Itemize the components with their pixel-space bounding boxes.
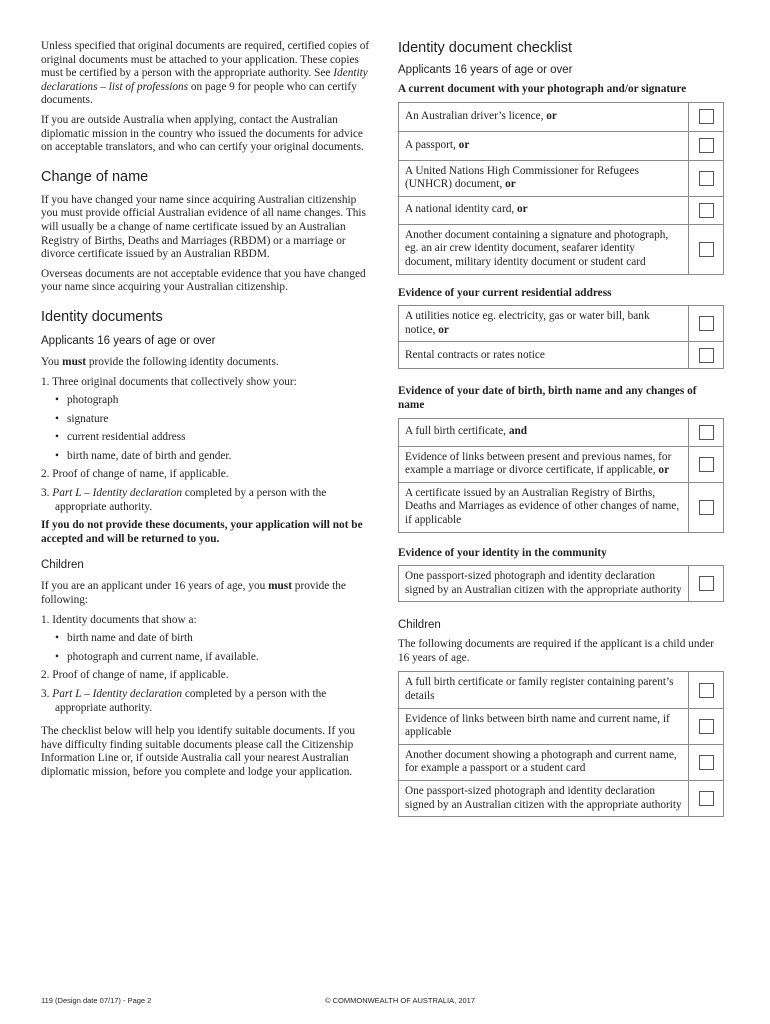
identity-documents-heading: Identity documents (41, 308, 163, 325)
table-row (399, 306, 724, 342)
checklist-item (399, 160, 689, 196)
bullet-item: • signature (41, 413, 371, 427)
checkbox[interactable] (699, 791, 714, 806)
children-a: If you are an applicant under 16 years of age, you (41, 580, 269, 593)
section-title: Evidence of your current residential address (398, 286, 612, 299)
checklist-item (399, 566, 689, 602)
checklist-item (399, 482, 689, 532)
checkbox[interactable] (699, 457, 714, 472)
item-connector: or (517, 203, 528, 216)
table-row (399, 102, 724, 131)
item-text: A utilities notice eg. electricity, gas or water bill, bank notice, (405, 310, 650, 336)
must-provide-text (41, 356, 371, 370)
checkbox[interactable] (699, 138, 714, 153)
footer-page-info: 119 (Design date 07/17) - Page 2 (41, 996, 152, 1005)
list-text: completed by a person with the appropriate authority. (55, 487, 327, 513)
checklist-item (399, 342, 689, 369)
item-text: One passport-sized photograph and identity declaration signed by an Australian citizen with the appropriate authority (405, 570, 682, 596)
checkbox[interactable] (699, 683, 714, 698)
checkbox[interactable] (699, 203, 714, 218)
section-title: Evidence of your identity in the community (398, 546, 607, 559)
item-connector: and (508, 425, 528, 438)
list-number: 3. (41, 688, 53, 700)
table-row (399, 342, 724, 369)
checkbox-cell (689, 342, 724, 369)
checkbox-cell (689, 418, 724, 446)
list-item (41, 487, 371, 514)
table-row (399, 160, 724, 196)
checklist-item (399, 672, 689, 708)
must-a: You (41, 355, 63, 368)
item-connector: or (658, 464, 670, 477)
section-title: Evidence of your date of birth, birth name and any changes of name (398, 385, 697, 411)
checkbox-cell (689, 781, 724, 817)
part-l-reference: Part L – Identity declaration (52, 487, 182, 500)
checkbox-cell (689, 672, 724, 708)
intro-emphasis: Identity declarations – list of professions (41, 67, 368, 93)
checklist-item (399, 446, 689, 482)
table-row (399, 131, 724, 160)
checklist-item (399, 708, 689, 744)
checkbox-cell (689, 744, 724, 780)
table-row (399, 418, 724, 446)
footer-copyright: © COMMONWEALTH OF AUSTRALIA, 2017 (325, 996, 475, 1005)
item-text: Evidence of links between birth name and current name, if applicable (405, 712, 670, 739)
checkbox[interactable] (699, 109, 714, 124)
checklist-table (398, 102, 724, 275)
table-row (399, 224, 724, 274)
item-text: Another document showing a photograph and current name, for example a passport or a student card (405, 748, 677, 775)
item-text: A full birth certificate or family register containing parent’s details (405, 676, 674, 703)
intro-text: Unless specified that original documents are required, certified copies of original documents must be attached to your application. These copies must be certified by a person with the appropriate authority. See (41, 40, 370, 80)
warning-text: If you do not provide these documents, your application will not be accepted and will be returned to you. (41, 519, 363, 545)
checkbox-cell (689, 482, 724, 532)
children-intro (41, 580, 371, 607)
list-number: 3. (41, 487, 53, 500)
children-bold: must (268, 580, 292, 593)
checklist-item (399, 781, 689, 817)
section-title: A current document with your photograph and/or signature (398, 83, 687, 95)
item-connector: or (505, 178, 516, 191)
children-c: provide the following: (41, 580, 346, 607)
item-text: A passport, (405, 138, 459, 151)
checklist-item (399, 131, 689, 160)
closing-paragraph: The checklist below will help you identify suitable documents. If you have difficulty finding suitable documents please call the Citizenship Information Line or, if outside Australia call your nearest Australian diplomatic mission, before you complete and lodge your application. (41, 725, 356, 778)
checkbox[interactable] (699, 425, 714, 440)
checkbox-cell (689, 446, 724, 482)
list-item: 1. Identity documents that show a: (41, 613, 197, 626)
table-row (399, 196, 724, 224)
item-text: A United Nations High Commissioner for Refugees (UNHCR) document, (405, 164, 640, 191)
must-c: provide the following identity documents. (86, 355, 279, 368)
item-text: A certificate issued by an Australian Registry of Births, Deaths and Marriages as evidence of other changes of name, if applicable (405, 486, 680, 526)
checklist-table (398, 418, 724, 533)
children-checklist-intro: The following documents are required if the applicant is a child under 16 years of age. (398, 638, 714, 664)
checkbox-cell (689, 160, 724, 196)
item-text: Evidence of links between present and previous names, for example a marriage or divorce certificate, if applicable, (405, 450, 672, 477)
change-of-name-paragraph-1: If you have changed your name since acquiring Australian citizenship you must provide official Australian evidence of all name changes. This will usually be a change of name certificate issued by an Australian Registry of Births, Deaths and Marriages (RBDM) or a marriage or divorce certificate issued by an Australian RBDM. (41, 193, 366, 261)
children-heading: Children (41, 559, 84, 572)
checkbox[interactable] (699, 576, 714, 591)
checklist-table (398, 671, 724, 817)
right-column (398, 40, 724, 817)
checkbox-cell (689, 224, 724, 274)
checkbox-cell (689, 708, 724, 744)
item-text: One passport-sized photograph and identity declaration signed by an Australian citizen with the appropriate authority (405, 785, 682, 811)
bullet-item: • photograph (41, 394, 371, 408)
list-item: 1. Three original documents that collectively show your: (41, 375, 297, 388)
table-row (399, 482, 724, 532)
intro-paragraph-2: If you are outside Australia when applying, contact the Australian diplomatic mission in the country who issued the documents for advice on acceptable translators, and who can certify your original documents. (41, 113, 364, 154)
list-item: 2. Proof of change of name, if applicable. (41, 669, 229, 682)
checkbox[interactable] (699, 242, 714, 257)
table-row (399, 781, 724, 817)
item-text: A national identity card, (405, 203, 517, 216)
list-item (41, 688, 371, 715)
checkbox-cell (689, 566, 724, 602)
identity-documents-subheading: Applicants 16 years of age or over (41, 334, 216, 347)
checkbox[interactable] (699, 316, 714, 331)
item-text: A full birth certificate, (405, 425, 509, 438)
table-row (399, 744, 724, 780)
list-text: completed by a person with the appropriate authority. (55, 688, 327, 714)
change-of-name-paragraph-2: Overseas documents are not acceptable evidence that you have changed your name since acquiring your Australian citizenship. (41, 267, 366, 294)
checklist-subheading: Applicants 16 years of age or over (398, 64, 573, 76)
checkbox-cell (689, 306, 724, 342)
checklist-table (398, 305, 724, 369)
table-row (399, 672, 724, 708)
item-text: An Australian driver’s licence, (405, 109, 547, 122)
item-text: Another document containing a signature and photograph, eg. an air crew identity document, seafarer identity document, military identity document or student card (405, 228, 669, 268)
bullet-item: • birth name and date of birth (41, 632, 371, 646)
part-l-reference: Part L – Identity declaration (52, 688, 182, 700)
item-text: Rental contracts or rates notice (405, 348, 545, 361)
checklist-item (399, 306, 689, 342)
table-row (399, 708, 724, 744)
table-row (399, 566, 724, 602)
checkbox[interactable] (699, 755, 714, 770)
item-connector: or (546, 109, 557, 122)
must-bold: must (62, 355, 87, 368)
children-checklist-heading: Children (398, 619, 441, 632)
checklist-table (398, 565, 724, 602)
checkbox-cell (689, 131, 724, 160)
intro-paragraph-1 (41, 40, 371, 108)
bullet-item: • photograph and current name, if available. (41, 651, 371, 665)
checkbox-cell (689, 196, 724, 224)
checkbox[interactable] (699, 348, 714, 363)
checklist-heading: Identity document checklist (398, 40, 573, 56)
checklist-item (399, 744, 689, 780)
item-connector: or (458, 138, 470, 151)
checklist-item (399, 418, 689, 446)
change-of-name-heading: Change of name (41, 168, 149, 185)
checkbox[interactable] (699, 171, 714, 186)
checklist-item (399, 102, 689, 131)
checkbox[interactable] (699, 500, 714, 515)
checkbox[interactable] (699, 719, 714, 734)
intro-text-end: on page 9 for people who can certify documents. (41, 80, 357, 107)
left-column (41, 40, 371, 786)
checkbox-cell (689, 102, 724, 131)
bullet-item: • birth name, date of birth and gender. (41, 450, 371, 464)
checklist-item (399, 196, 689, 224)
table-row (399, 446, 724, 482)
checklist-item (399, 224, 689, 274)
list-item: 2. Proof of change of name, if applicable. (41, 468, 229, 481)
item-connector: or (438, 323, 449, 336)
bullet-item: • current residential address (41, 431, 371, 445)
